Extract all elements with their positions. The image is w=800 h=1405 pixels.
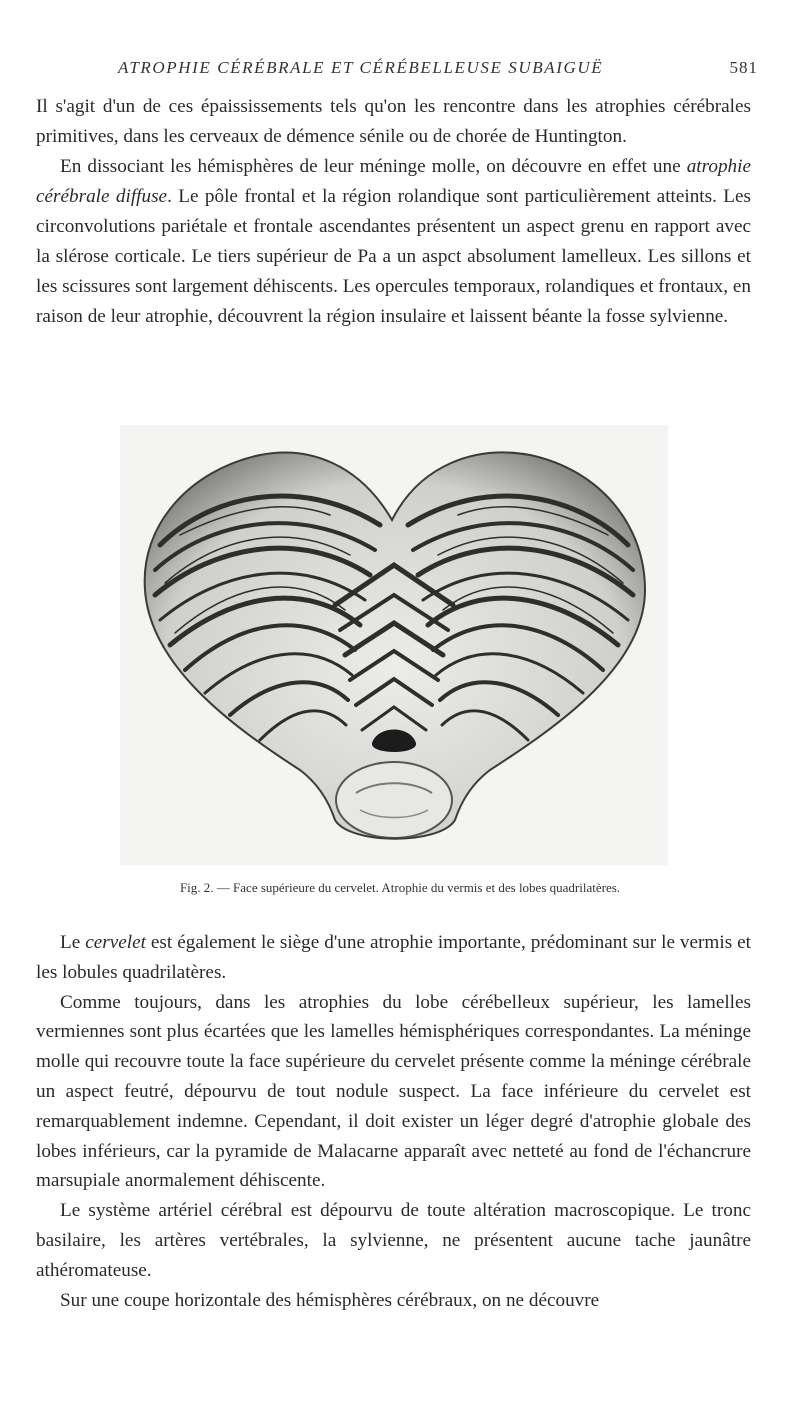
emphasis-term: atrophie cérébrale diffuse xyxy=(36,156,751,207)
paragraph xyxy=(36,928,751,988)
paragraph xyxy=(36,152,751,332)
paragraph: Il s'agit d'un de ces épaississements tels qu'on les rencontre dans les atrophies cérébrales primitives, dans les cerveaux de démence sénile ou de chorée de Huntington. xyxy=(36,96,751,147)
paragraph: Comme toujours, dans les atrophies du lobe cérébelleux supérieur, les lamelles vermiennes sont plus écartées que les lamelles hémisphériques correspondantes. La méninge molle qui recouvre toute la face supérieure du cervelet présente comme la méninge cérébrale un aspect feutré, dépourvu de tout nodule suspect. La face inférieure du cervelet est remarquablement indemne. Cependant, il doit exister un léger degré d'atrophie globale des lobes inférieurs, car la pyramide de Malacarne apparaît avec netteté au fond de l'échancrure marsupiale anormalement déhiscente. xyxy=(36,991,751,1192)
body-text-top xyxy=(36,92,751,332)
text-run: Le xyxy=(60,932,86,953)
text-run: En dissociant les hémisphères de leur méninge molle, on découvre en effet une xyxy=(60,156,687,177)
cerebellum-photograph xyxy=(120,425,668,865)
paragraph: Sur une coupe horizontale des hémisphères cérébraux, on ne découvre xyxy=(60,1289,600,1311)
text-run: . Le pôle frontal et la région rolandique sont particulièrement atteints. Les circonvolutions pariétale et frontale ascendantes présentent un aspect grenu en rapport avec la slérose corticale. Le tiers supérieur de Pa a un aspct absolument lamelleux. Les sillons et les scissures sont largement déhiscents. Les opercules temporaux, rolandiques et frontaux, en raison de leur atrophie, découvrent la région insulaire et laissent béante la fosse sylvienne. xyxy=(36,186,751,327)
body-text-bottom xyxy=(36,928,751,1315)
emphasis-term: cervelet xyxy=(85,932,146,953)
running-head xyxy=(118,58,758,84)
paragraph: Le système artériel cérébral est dépourvu de toute altération macroscopique. Le tronc basilaire, les artères vertébrales, la sylvienne, ne présentent aucune tache jaunâtre athéromateuse. xyxy=(36,1200,751,1281)
figure-caption: Fig. 2. — Face supérieure du cervelet. Atrophie du vermis et des lobes quadrilatères. xyxy=(179,880,621,895)
cerebellum-shape xyxy=(120,425,668,865)
running-title: ATROPHIE CÉRÉBRALE ET CÉRÉBELLEUSE SUBAIGUË xyxy=(118,58,604,77)
text-run: est également le siège d'une atrophie importante, prédominant sur le vermis et les lobules quadrilatères. xyxy=(36,932,751,983)
figure-cerebellum xyxy=(120,425,668,865)
page-number: 581 xyxy=(729,58,758,77)
